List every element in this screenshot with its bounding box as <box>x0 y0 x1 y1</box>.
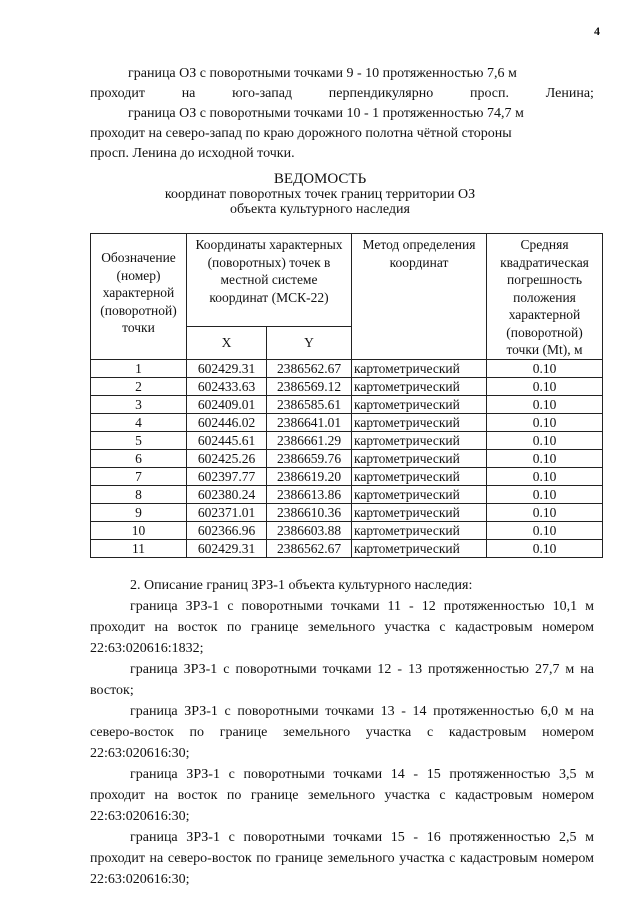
cell-y: 2386659.76 <box>267 449 352 467</box>
intro-paragraph-2: граница ОЗ с поворотными точками 10 - 1 протяженностью 74,7 м проходит на северо-запад по краю дорожного полотна чётной стороны просп. Ленина до исходной точки. <box>90 106 524 161</box>
cell-point-number: 8 <box>91 485 187 503</box>
header-designation: Обозначение (номер) характерной (поворотной) точки <box>91 234 187 360</box>
table-row <box>91 467 603 485</box>
cell-point-number: 2 <box>91 377 187 395</box>
cell-point-number: 3 <box>91 395 187 413</box>
boundary-description: граница ЗРЗ-1 с поворотными точками 14 - 15 протяженностью 3,5 м проходит на восток по границе земельного участка с кадастровым номером 22:63:020616:30; <box>90 767 594 824</box>
cell-y: 2386562.67 <box>267 359 352 377</box>
cell-mt: 0.10 <box>487 449 603 467</box>
cell-y: 2386569.12 <box>267 377 352 395</box>
intro-paragraph-1 <box>90 64 594 104</box>
cell-method: картометрический <box>352 377 487 395</box>
boundary-description: граница ЗРЗ-1 с поворотными точками 15 - 16 протяженностью 2,5 м проходит на северо-восток по границе земельного участка с кадастровым номером 22:63:020616:30; <box>90 830 594 887</box>
coordinates-table <box>90 233 603 558</box>
cell-y: 2386661.29 <box>267 431 352 449</box>
table-row <box>91 359 603 377</box>
cell-x: 602371.01 <box>187 503 267 521</box>
intro-line-2: проходит на юго-запад перпендикулярно просп. Ленина; <box>90 86 594 101</box>
statement-heading <box>0 172 640 217</box>
cell-y: 2386610.36 <box>267 503 352 521</box>
cell-x: 602380.24 <box>187 485 267 503</box>
page-number: 4 <box>594 24 600 38</box>
cell-x: 602425.26 <box>187 449 267 467</box>
cell-point-number: 5 <box>91 431 187 449</box>
table-row <box>91 449 603 467</box>
header-x: X <box>187 326 267 359</box>
cell-x: 602446.02 <box>187 413 267 431</box>
header-error: Средняя квадратическая погрешность положения характерной (поворотной) точки (Mt), м <box>487 234 603 360</box>
section-2-title: 2. Описание границ ЗРЗ-1 объекта культурного наследия: <box>130 578 473 593</box>
cell-x: 602429.31 <box>187 539 267 557</box>
cell-method: картометрический <box>352 503 487 521</box>
cell-mt: 0.10 <box>487 503 603 521</box>
cell-method: картометрический <box>352 395 487 413</box>
cell-method: картометрический <box>352 485 487 503</box>
header-method: Метод определения координат <box>352 234 487 360</box>
cell-x: 602397.77 <box>187 467 267 485</box>
cell-point-number: 1 <box>91 359 187 377</box>
cell-point-number: 7 <box>91 467 187 485</box>
cell-point-number: 9 <box>91 503 187 521</box>
cell-mt: 0.10 <box>487 467 603 485</box>
header-y: Y <box>267 326 352 359</box>
cell-y: 2386585.61 <box>267 395 352 413</box>
heading-title: ВЕДОМОСТЬ <box>273 171 367 187</box>
cell-point-number: 10 <box>91 521 187 539</box>
cell-x: 602409.01 <box>187 395 267 413</box>
cell-y: 2386613.86 <box>267 485 352 503</box>
cell-x: 602429.31 <box>187 359 267 377</box>
boundary-description: граница ЗРЗ-1 с поворотными точками 13 - 14 протяженностью 6,0 м на северо-восток по границе земельного участка с кадастровым номером 22:63:020616:30; <box>90 704 594 761</box>
cell-method: картометрический <box>352 431 487 449</box>
cell-mt: 0.10 <box>487 359 603 377</box>
cell-y: 2386603.88 <box>267 521 352 539</box>
cell-mt: 0.10 <box>487 395 603 413</box>
table-row <box>91 377 603 395</box>
cell-x: 602366.96 <box>187 521 267 539</box>
cell-method: картометрический <box>352 359 487 377</box>
cell-y: 2386641.01 <box>267 413 352 431</box>
cell-point-number: 4 <box>91 413 187 431</box>
table-row <box>91 521 603 539</box>
cell-method: картометрический <box>352 521 487 539</box>
table-row <box>91 395 603 413</box>
header-coordinates: Координаты характерных (поворотных) точек в местной системе координат (МСК-22) <box>187 234 352 327</box>
heading-subtitle-2: объекта культурного наследия <box>230 202 410 217</box>
table-row <box>91 485 603 503</box>
cell-mt: 0.10 <box>487 377 603 395</box>
cell-method: картометрический <box>352 539 487 557</box>
table-body <box>91 359 603 557</box>
cell-y: 2386619.20 <box>267 467 352 485</box>
cell-mt: 0.10 <box>487 539 603 557</box>
table-header-row <box>91 234 603 327</box>
intro-line-1: граница ОЗ с поворотными точками 9 - 10 протяженностью 7,6 м <box>128 66 517 81</box>
cell-method: картометрический <box>352 413 487 431</box>
cell-y: 2386562.67 <box>267 539 352 557</box>
cell-mt: 0.10 <box>487 431 603 449</box>
heading-subtitle-1: координат поворотных точек границ территории ОЗ <box>164 187 476 202</box>
boundary-description: граница ЗРЗ-1 с поворотными точками 12 - 13 протяженностью 27,7 м на восток; <box>90 662 594 698</box>
cell-point-number: 11 <box>91 539 187 557</box>
table-row <box>91 539 603 557</box>
cell-x: 602433.63 <box>187 377 267 395</box>
table-row <box>91 413 603 431</box>
cell-x: 602445.61 <box>187 431 267 449</box>
cell-mt: 0.10 <box>487 521 603 539</box>
table-row <box>91 431 603 449</box>
table-row <box>91 503 603 521</box>
section-2 <box>90 575 594 890</box>
cell-mt: 0.10 <box>487 413 603 431</box>
cell-method: картометрический <box>352 449 487 467</box>
boundary-description: граница ЗРЗ-1 с поворотными точками 11 - 12 протяженностью 10,1 м проходит на восток по границе земельного участка с кадастровым номером 22:63:020616:1832; <box>90 599 594 656</box>
cell-method: картометрический <box>352 467 487 485</box>
cell-point-number: 6 <box>91 449 187 467</box>
cell-mt: 0.10 <box>487 485 603 503</box>
